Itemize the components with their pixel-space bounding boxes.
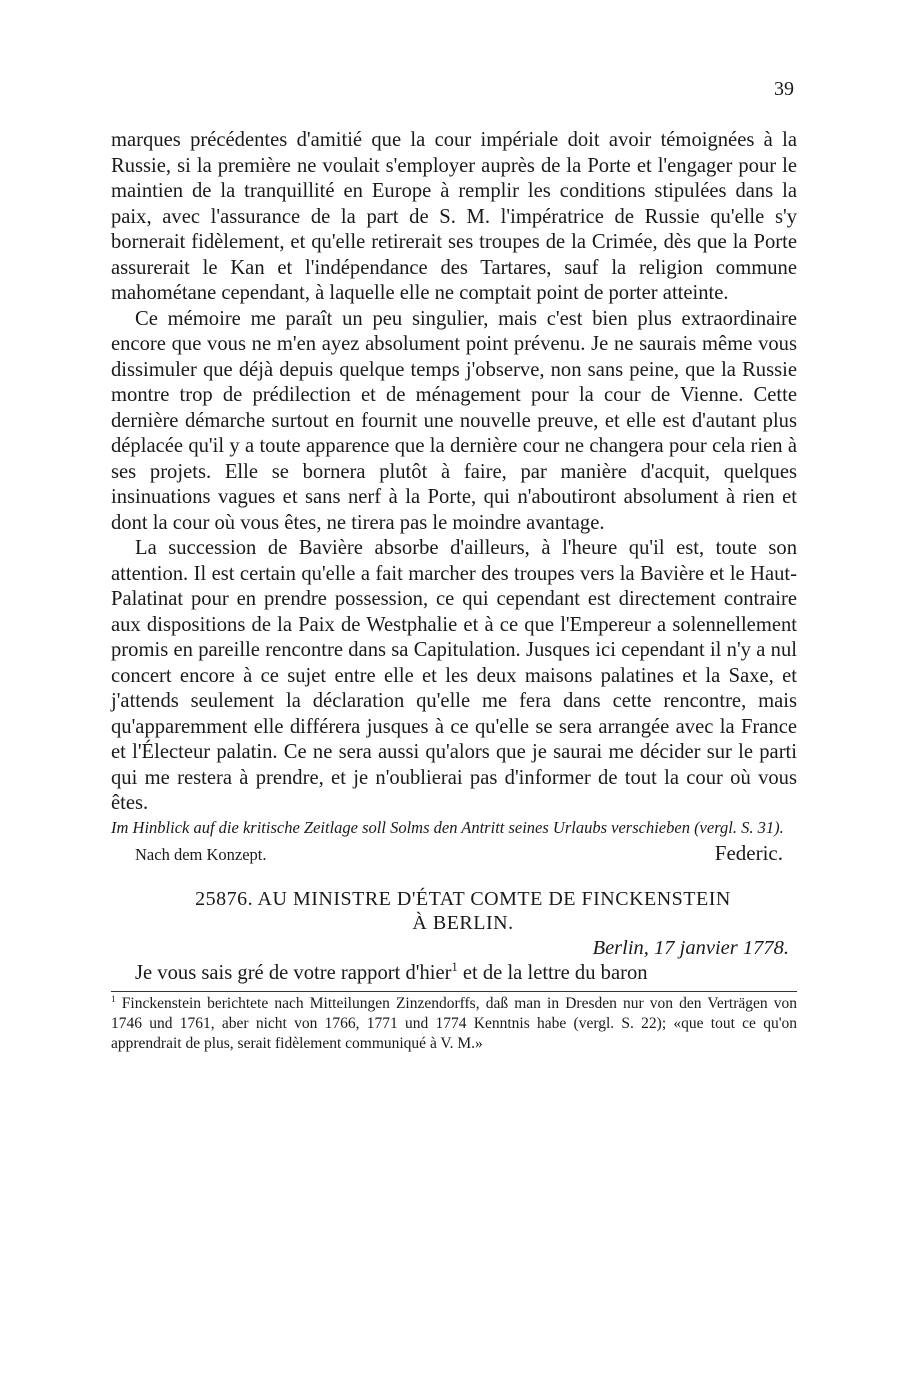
source-signature-row: [111, 841, 797, 868]
main-text-block: [111, 128, 797, 1054]
paragraph-baviere: La succession de Bavière absorbe d'ailleurs, à l'heure qu'il est, toute son attention. Il est certain qu'elle a fait marcher des troupes vers la Bavière et le Haut-Palatinat pour en prendre possession, ce qui cependant est directement contraire aux dispositions de la Paix de Westphalie et à ce que l'Empereur a solennellement promis en pareille rencontre dans sa Capitulation. Jusques ici cependant il n'y a nul concert encore à ce sujet entre elle et les deux maisons palatines et la Saxe, et j'attends seulement la déclaration qu'elle me fera dans cette rencontre, mais qu'apparemment elle différera jusques à ce qu'elle se sera arrangée avec la France et l'Électeur palatin. Ce ne sera aussi qu'alors que je saurai me décider sur le parti qui me restera à prendre, et je n'oublierai pas d'informer de tout la cour où vous êtes.: [111, 537, 797, 814]
letter-opening-text: Je vous sais gré de votre rapport d'hier: [135, 962, 452, 984]
footnote-marker: 1: [111, 994, 116, 1005]
letter-date: Berlin, 17 janvier 1778.: [592, 937, 789, 959]
paragraph-continuation: marques précédentes d'amitié que la cour impériale doit avoir témoignées à la Russie, si la première ne voulait s'employer auprès de la Porte et l'engager pour le maintien de la tranquillité en Europe à remplir les conditions stipulées dans la paix, avec l'assurance de la part de S. M. l'impératrice de Russie qu'elle s'y bornerait fidèlement, et qu'elle retirerait ses troupes de la Crimée, dès que la Porte assurerait le Kan et l'indépendance des Tartares, sauf la religion commune mahométane cependant, à laquelle elle ne comptait point de porter atteinte.: [111, 129, 797, 304]
footnote-text: Finckenstein berichtete nach Mitteilungen Zinzendorffs, daß man in Dresden nur von den Verträgen von 1746 und 1761, aber nicht von 1766, 1771 und 1774 Kenntnis habe (vergl. S. 22); «que tout ce qu'on apprendrait de plus, serait fidèlement communiqué à V. M.»: [111, 994, 798, 1052]
letter-heading: [111, 887, 797, 935]
letter-heading-line-2: À BERLIN.: [412, 912, 514, 934]
letter-opening-text-cont: et de la lettre du baron: [457, 962, 648, 984]
editorial-note: Im Hinblick auf die kritische Zeitlage soll Solms den Antritt seines Urlaubs verschieben (vergl. S. 31).: [111, 817, 784, 837]
letter-opening: [111, 961, 797, 987]
page-number: 39: [774, 78, 794, 100]
footnotes: [111, 994, 797, 1054]
letter-heading-line-1: 25876. AU MINISTRE D'ÉTAT COMTE DE FINCKENSTEIN: [195, 888, 731, 910]
footnote-divider: [111, 991, 797, 992]
footnote-1: [111, 994, 797, 1054]
paragraph-memoire: Ce mémoire me paraît un peu singulier, mais c'est bien plus extraordinaire encore que vous ne m'en ayez absolument point prévenu. Je ne saurais même vous dissimuler que déjà depuis quelque temps j'observe, non sans peine, que la Russie montre trop de prédilection et de ménagement pour la cour de Vienne. Cette dernière démarche surtout en fournit une nouvelle preuve, et elle est d'autant plus déplacée qu'il y a toute apparence que la dernière cour ne changera pour cela rien à ses projets. Elle se bornera plutôt à faire, par manière d'acquit, quelques insinuations vagues et sans nerf à la Porte, qui n'aboutiront absolument à rien et dont la cour où vous êtes, ne tirera pas le moindre avantage.: [111, 307, 797, 534]
footnote-reference: 1: [451, 960, 458, 975]
signature: Federic.: [714, 840, 783, 865]
source-note: Nach dem Konzept.: [135, 844, 267, 864]
